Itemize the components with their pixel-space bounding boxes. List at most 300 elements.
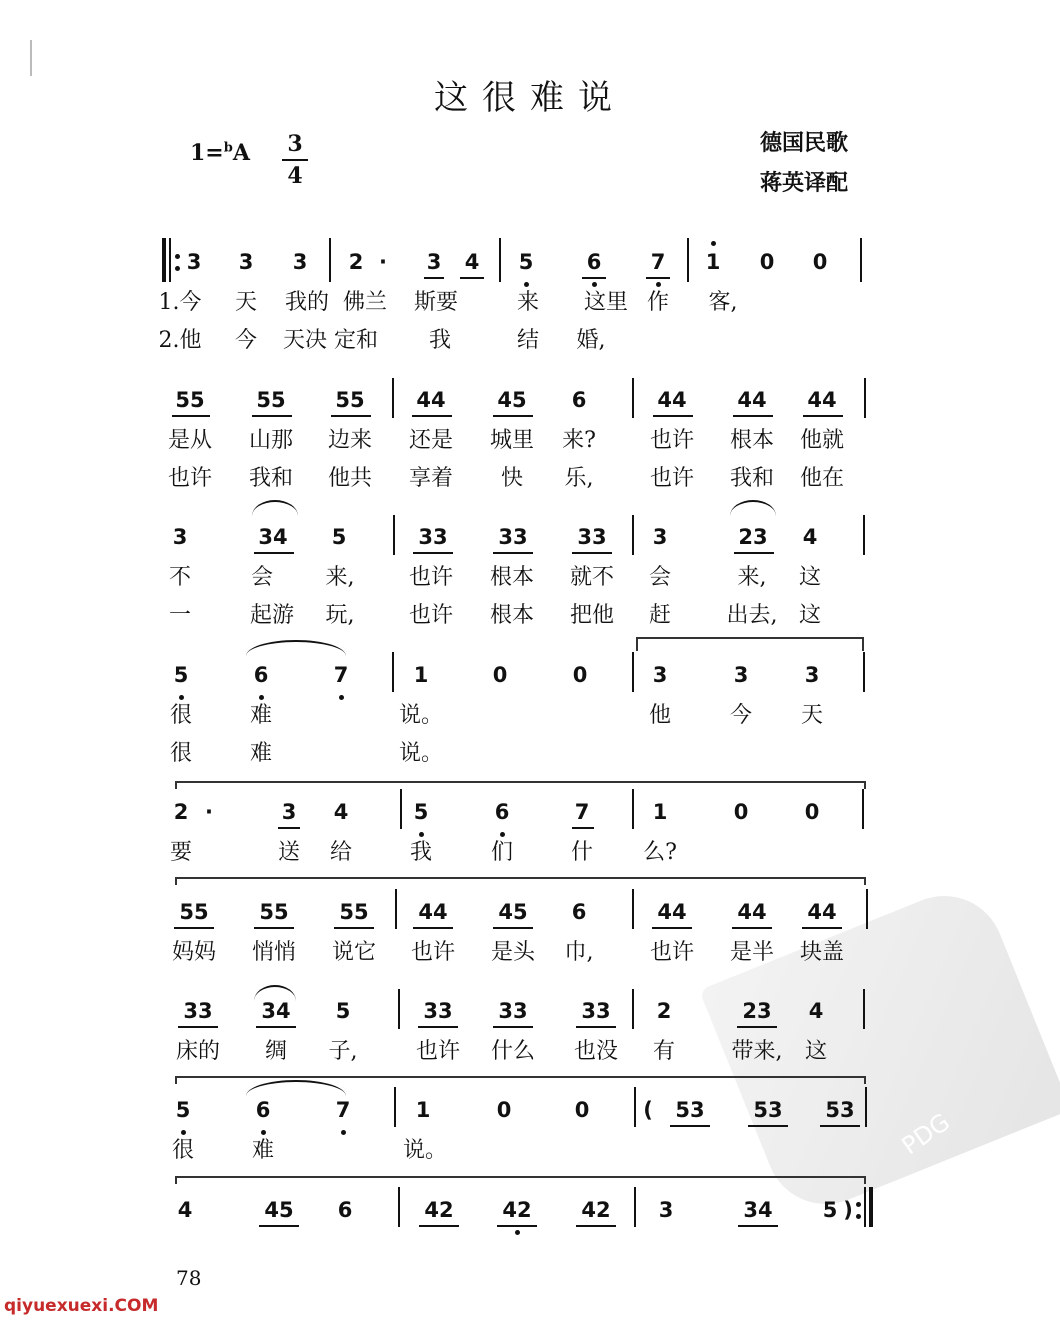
rhythm-underline: [412, 415, 452, 417]
note: 44: [737, 900, 767, 924]
lyric: 山那: [248, 428, 293, 453]
lyric: 斯要: [413, 290, 458, 315]
note: 7: [333, 663, 349, 687]
lyric: 根本: [489, 565, 534, 590]
key-signature: [190, 140, 250, 166]
lyric: 难: [249, 703, 272, 728]
rhythm-underline: [803, 415, 843, 417]
rhythm-underline: [802, 927, 842, 929]
rhythm-underline: [582, 277, 606, 279]
note: 33: [581, 999, 611, 1023]
key-prefix: 1=: [190, 140, 224, 166]
rhythm-underline: [419, 1225, 459, 1227]
note: 2: [656, 999, 672, 1023]
lyric: 绸: [264, 1039, 287, 1064]
rhythm-underline: [254, 927, 294, 929]
lyric: 今: [729, 703, 752, 728]
barline: [863, 989, 865, 1029]
system-line-tick: [864, 877, 866, 885]
note: 3: [658, 1198, 674, 1222]
note: 4: [464, 250, 480, 274]
rhythm-underline: [670, 1125, 710, 1127]
note: 44: [416, 388, 446, 412]
system-line: [175, 781, 866, 783]
lyric: 要: [169, 840, 192, 865]
rhythm-underline: [256, 1026, 296, 1028]
lyric: 也许: [408, 565, 453, 590]
note: 42: [581, 1198, 611, 1222]
time-signature-bar: [282, 159, 308, 161]
octave-dot-low: [500, 832, 505, 837]
lyric: 也许: [649, 940, 694, 965]
rhythm-underline: [733, 415, 773, 417]
note: 55: [339, 900, 369, 924]
note: ): [843, 1198, 853, 1222]
lyric: 他就: [799, 428, 844, 453]
rhythm-underline: [572, 552, 612, 554]
note: 42: [502, 1198, 532, 1222]
repeat-end-thick: [869, 1187, 873, 1227]
slur: [730, 500, 776, 516]
lyric: 是半: [729, 940, 774, 965]
note: 33: [183, 999, 213, 1023]
note: 0: [496, 1098, 512, 1122]
rhythm-underline: [576, 1225, 616, 1227]
note: 3: [172, 525, 188, 549]
rhythm-underline: [732, 927, 772, 929]
lyric: 定和: [333, 328, 378, 353]
system-line: [175, 877, 866, 879]
rhythm-underline: [652, 927, 692, 929]
lyric: 婚,: [576, 328, 606, 353]
barline: [863, 515, 865, 555]
barline: [392, 378, 394, 418]
barline: [634, 1087, 636, 1127]
lyric: 他在: [799, 466, 844, 491]
octave-dot-low: [259, 695, 264, 700]
note: 5: [175, 1098, 191, 1122]
barline: [632, 789, 634, 829]
rhythm-underline: [820, 1125, 860, 1127]
barline: [398, 1187, 400, 1227]
rhythm-underline: [172, 415, 210, 417]
note: 6: [586, 250, 602, 274]
system-line-tick: [864, 1076, 866, 1084]
note: 6: [571, 900, 587, 924]
lyric: 带来,: [731, 1039, 783, 1064]
note: 44: [807, 388, 837, 412]
slur: [254, 985, 296, 1001]
ending-bracket: [636, 637, 864, 639]
note: 7: [574, 800, 590, 824]
lyric: 是从: [167, 428, 212, 453]
note: 53: [825, 1098, 855, 1122]
note: 0: [804, 800, 820, 824]
note: 0: [759, 250, 775, 274]
key-note: A: [232, 140, 250, 166]
lyric: 块盖: [799, 940, 844, 965]
note: 1: [415, 1098, 431, 1122]
rhythm-underline: [278, 827, 300, 829]
lyric: 来?: [562, 428, 596, 453]
ending-bracket-tick: [862, 637, 864, 651]
lyric: 来,: [325, 565, 355, 590]
note: 4: [333, 800, 349, 824]
lyric: 今: [234, 328, 257, 353]
rhythm-underline: [493, 415, 533, 417]
lyric: 他: [648, 703, 671, 728]
lyric: 起游: [249, 603, 294, 628]
note: 3: [652, 525, 668, 549]
lyric: 什: [570, 840, 593, 865]
lyric: 来,: [737, 565, 767, 590]
system-line-tick: [175, 781, 177, 789]
rhythm-underline: [424, 277, 444, 279]
note: 6: [337, 1198, 353, 1222]
barline: [866, 889, 868, 929]
note: 33: [577, 525, 607, 549]
rhythm-underline: [418, 1026, 458, 1028]
lyric: 这: [804, 1039, 827, 1064]
note: 5: [822, 1198, 838, 1222]
note: 5: [331, 525, 347, 549]
lyric: 我: [409, 840, 432, 865]
barline: [632, 889, 634, 929]
lyric: 这: [798, 603, 821, 628]
rhythm-underline: [493, 552, 533, 554]
lyric: 一: [168, 603, 191, 628]
barline: [398, 989, 400, 1029]
note: 42: [424, 1198, 454, 1222]
lyric: 我的: [284, 290, 329, 315]
rhythm-underline: [174, 927, 214, 929]
lyric: 给: [329, 840, 352, 865]
lyric: 1.今: [158, 290, 202, 315]
repeat-dot: [175, 254, 180, 259]
watermark-text: PDG: [896, 1107, 955, 1161]
note: 23: [742, 999, 772, 1023]
note: 3: [238, 250, 254, 274]
lyric: 难: [249, 741, 272, 766]
rhythm-underline: [493, 927, 533, 929]
lyric: 结: [516, 328, 539, 353]
lyric: 乐,: [564, 466, 594, 491]
lyric: 我和: [729, 466, 774, 491]
barline: [862, 789, 864, 829]
barline: [394, 1087, 396, 1127]
lyric: 天决: [282, 328, 327, 353]
lyric: 也许: [415, 1039, 460, 1064]
rhythm-underline: [254, 552, 294, 554]
barline: [632, 652, 634, 692]
lyric: 这: [798, 565, 821, 590]
system-line-tick: [175, 1176, 177, 1184]
barline: [632, 989, 634, 1029]
song-title: 这很难说: [434, 78, 626, 118]
lyric: 不: [168, 565, 191, 590]
lyric: 床的: [175, 1039, 220, 1064]
repeat-end-thin: [864, 1187, 866, 1227]
lyric: 很: [169, 741, 192, 766]
system-line-tick: [864, 781, 866, 789]
lyric: 妈妈: [171, 940, 216, 965]
octave-dot-low: [339, 695, 344, 700]
lyric: 边来: [327, 428, 372, 453]
lyric: 玩,: [325, 603, 355, 628]
system-line-tick: [175, 1076, 177, 1084]
lyric: 根本: [729, 428, 774, 453]
note: 3: [186, 250, 202, 274]
note: 0: [574, 1098, 590, 1122]
lyric: 赶: [648, 603, 671, 628]
octave-dot-low: [341, 1130, 346, 1135]
rhythm-underline: [748, 1125, 788, 1127]
note: 6: [571, 388, 587, 412]
lyric: 天: [234, 290, 257, 315]
note: 53: [753, 1098, 783, 1122]
lyric: 佛兰: [342, 290, 387, 315]
note: 45: [498, 900, 528, 924]
lyric: 2.他: [158, 328, 202, 353]
rhythm-underline: [576, 1026, 616, 1028]
note: 5: [518, 250, 534, 274]
lyric: 说。: [398, 703, 443, 728]
rhythm-underline: [259, 1225, 299, 1227]
lyric: 说。: [402, 1138, 447, 1163]
rhythm-underline: [493, 1026, 533, 1028]
note: 7: [335, 1098, 351, 1122]
note: (: [643, 1098, 653, 1122]
note: 1: [413, 663, 429, 687]
note: 0: [572, 663, 588, 687]
octave-dot-low: [515, 1230, 520, 1235]
lyric: 会: [250, 565, 273, 590]
barline: [499, 238, 501, 282]
note: 3: [281, 800, 297, 824]
key-flat: b: [223, 140, 233, 156]
lyric: 说。: [398, 741, 443, 766]
lyric: 也许: [408, 603, 453, 628]
repeat-start-thin: [169, 238, 171, 282]
note: 55: [256, 388, 286, 412]
note: 3: [733, 663, 749, 687]
barline: [634, 1187, 636, 1227]
note: 34: [258, 525, 288, 549]
lyric: 我和: [248, 466, 293, 491]
note: 45: [264, 1198, 294, 1222]
lyric: 悄悄: [251, 940, 296, 965]
lyric: 把他: [569, 603, 614, 628]
barline: [863, 652, 865, 692]
note: 44: [418, 900, 448, 924]
note: 33: [418, 525, 448, 549]
system-line: [175, 1076, 866, 1078]
slur: [252, 500, 298, 516]
note: 34: [261, 999, 291, 1023]
lyric: 也许: [649, 428, 694, 453]
lyric: 也许: [167, 466, 212, 491]
lyric: 出去,: [726, 603, 778, 628]
rhythm-underline: [460, 277, 484, 279]
note: 1: [705, 250, 721, 274]
lyric: 根本: [489, 603, 534, 628]
system-line: [175, 1176, 866, 1178]
note: 2: [173, 800, 189, 824]
barline: [400, 789, 402, 829]
note: 3: [292, 250, 308, 274]
ending-bracket-tick: [636, 637, 638, 651]
slur: [246, 1080, 346, 1096]
time-signature-top: 3: [287, 131, 303, 157]
repeat-start-thick: [162, 238, 166, 282]
lyric: 他共: [327, 466, 372, 491]
note: 6: [494, 800, 510, 824]
note: 4: [177, 1198, 193, 1222]
note: 5: [173, 663, 189, 687]
lyric: 们: [490, 840, 513, 865]
rhythm-underline: [737, 1026, 777, 1028]
system-line-tick: [864, 1176, 866, 1184]
note: 55: [259, 900, 289, 924]
note: 44: [807, 900, 837, 924]
note: 55: [335, 388, 365, 412]
note: 45: [497, 388, 527, 412]
rhythm-underline: [334, 927, 374, 929]
lyric: 说它: [331, 940, 376, 965]
lyric: 就不: [569, 565, 614, 590]
octave-dot-low: [181, 1130, 186, 1135]
repeat-dot: [856, 1202, 861, 1207]
note: 3: [804, 663, 820, 687]
lyric: 城里: [489, 428, 534, 453]
note: 1: [652, 800, 668, 824]
note: 0: [492, 663, 508, 687]
note: 55: [179, 900, 209, 924]
note: 5: [335, 999, 351, 1023]
note: 3: [652, 663, 668, 687]
note: 7: [650, 250, 666, 274]
barline: [632, 515, 634, 555]
lyric: 也许: [649, 466, 694, 491]
note: 3: [426, 250, 442, 274]
lyric: 来: [516, 290, 539, 315]
lyric: 天: [800, 703, 823, 728]
lyric: 很: [171, 1138, 194, 1163]
rhythm-underline: [413, 927, 453, 929]
note: 44: [737, 388, 767, 412]
lyric: 巾,: [564, 940, 594, 965]
note: 5: [413, 800, 429, 824]
octave-dot-low: [179, 695, 184, 700]
note: 6: [255, 1098, 271, 1122]
lyric: 送: [277, 840, 300, 865]
lyric: 快: [500, 466, 523, 491]
lyric: 客,: [708, 290, 738, 315]
lyric: 难: [251, 1138, 274, 1163]
rhythm-underline: [738, 1225, 778, 1227]
lyric: 也没: [573, 1039, 618, 1064]
repeat-dot: [856, 1214, 861, 1219]
barline: [329, 238, 331, 282]
lyric: 还是: [408, 428, 453, 453]
lyric: 么?: [643, 840, 677, 865]
note: 6: [253, 663, 269, 687]
credit-translator: 蒋英译配: [760, 170, 849, 196]
note: 55: [175, 388, 205, 412]
note: 2: [348, 250, 364, 274]
slur: [246, 640, 346, 656]
note: 34: [743, 1198, 773, 1222]
rhythm-underline: [734, 552, 774, 554]
octave-dot-low: [524, 282, 529, 287]
note: 33: [423, 999, 453, 1023]
lyric: 会: [648, 565, 671, 590]
barline: [393, 515, 395, 555]
page-number: 78: [176, 1266, 202, 1290]
repeat-dot: [175, 266, 180, 271]
note: 0: [733, 800, 749, 824]
lyric: 作: [646, 290, 669, 315]
octave-dot-low: [419, 832, 424, 837]
barline: [687, 238, 689, 282]
rhythm-underline: [646, 277, 670, 279]
site-watermark: qiyuexuexi.COM: [4, 1296, 159, 1316]
lyric: 子,: [328, 1039, 358, 1064]
rhythm-underline: [497, 1225, 537, 1227]
barline: [860, 238, 862, 282]
barline: [395, 889, 397, 929]
note: 4: [808, 999, 824, 1023]
barline: [865, 1087, 867, 1127]
note: 53: [675, 1098, 705, 1122]
lyric: 享着: [408, 466, 453, 491]
note: ·: [205, 800, 213, 824]
credit-origin: 德国民歌: [760, 130, 849, 156]
system-line-tick: [175, 877, 177, 885]
lyric: 是头: [490, 940, 535, 965]
lyric: 我: [428, 328, 451, 353]
rhythm-underline: [572, 827, 594, 829]
note: 44: [657, 900, 687, 924]
rhythm-underline: [331, 415, 371, 417]
octave-dot-low: [261, 1130, 266, 1135]
octave-dot-low: [592, 282, 597, 287]
note: 4: [802, 525, 818, 549]
lyric: 有: [652, 1039, 675, 1064]
octave-dot-high: [711, 241, 716, 246]
time-signature: [282, 132, 308, 188]
lyric: 什么: [490, 1039, 535, 1064]
rhythm-underline: [178, 1026, 218, 1028]
lyric: 很: [169, 703, 192, 728]
note: 0: [812, 250, 828, 274]
rhythm-underline: [252, 415, 292, 417]
barline: [864, 378, 866, 418]
note: 33: [498, 999, 528, 1023]
lyric: 也许: [410, 940, 455, 965]
rhythm-underline: [413, 552, 453, 554]
note: 44: [657, 388, 687, 412]
lyric: 这里: [583, 290, 628, 315]
note: ·: [379, 250, 387, 274]
barline: [632, 378, 634, 418]
time-signature-bottom: 4: [287, 163, 303, 189]
note: 33: [498, 525, 528, 549]
rhythm-underline: [653, 415, 693, 417]
barline: [392, 652, 394, 692]
note: 23: [738, 525, 768, 549]
octave-dot-low: [656, 282, 661, 287]
